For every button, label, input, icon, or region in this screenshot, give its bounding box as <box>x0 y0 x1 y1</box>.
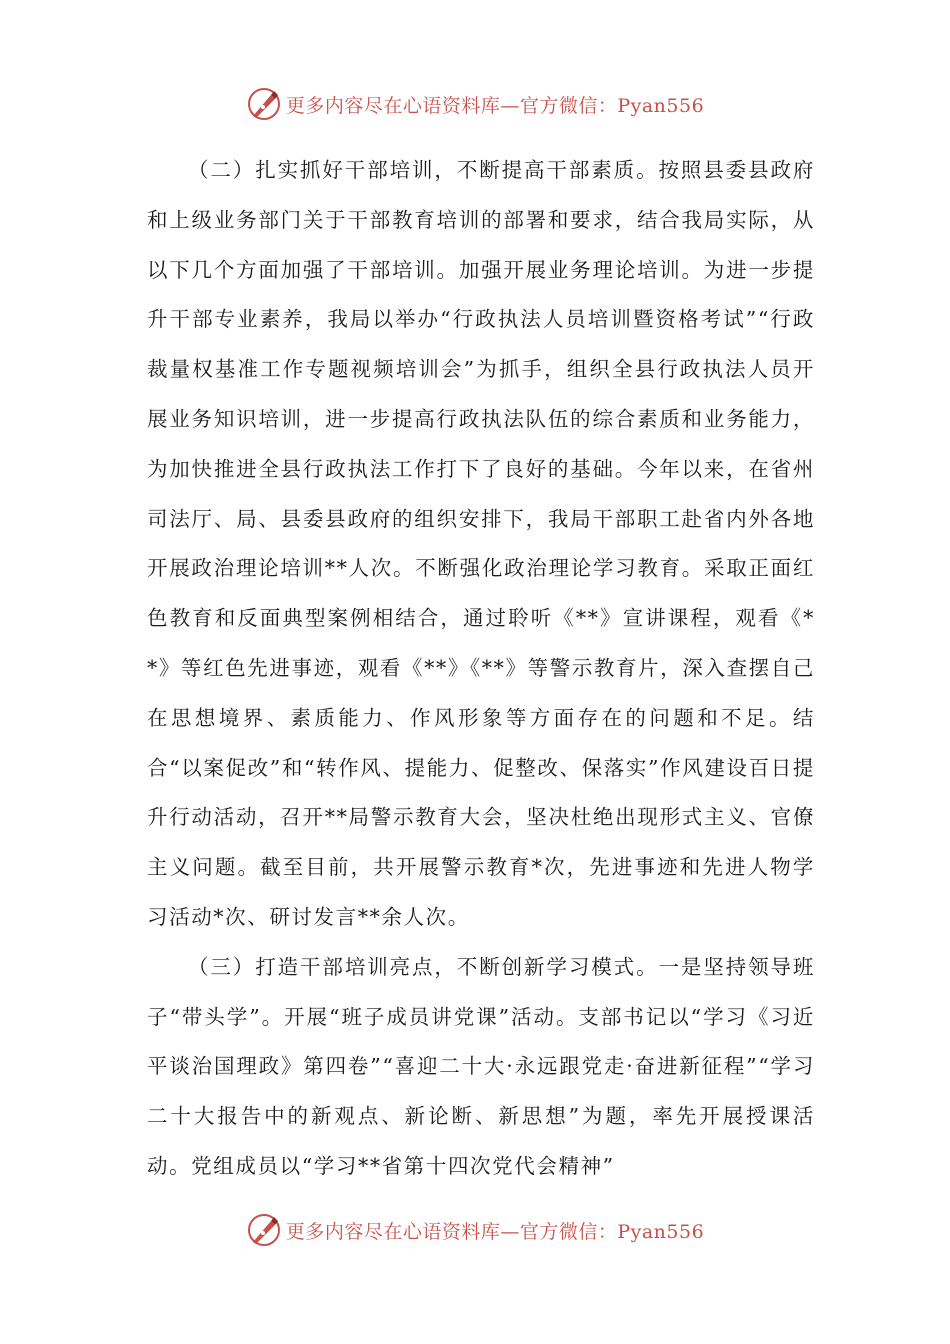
footer-watermark-banner <box>0 1210 950 1250</box>
pen-nib-logo-icon <box>246 1212 282 1248</box>
header-watermark-banner <box>0 84 950 124</box>
paragraph-training-highlights: （三）打造干部培训亮点，不断创新学习模式。一是坚持领导班子“带头学”。开展“班子成员讲党课”活动。支部书记以“学习《习近平谈治国理政》第四卷”“喜迎二十大·永远跟党走·奋进新征程”“学习二十大报告中的新观点、新论断、新思想”为题，率先开展授课活动。党组成员以“学习**省第十四次党代会精神” <box>147 954 815 1178</box>
footer-watermark-text: 更多内容尽在心语资料库—官方微信：Pyan556 <box>285 1220 705 1243</box>
pen-nib-logo-icon <box>246 86 282 122</box>
paragraph-cadre-training: （二）扎实抓好干部培训，不断提高干部素质。按照县委县政府和上级业务部门关于干部教育培训的部署和要求，结合我局实际，从以下几个方面加强了干部培训。加强开展业务理论培训。为进一步提升干部专业素养，我局以举办“行政执法人员培训暨资格考试”“行政裁量权基准工作专题视频培训会”为抓手，组织全县行政执法人员开展业务知识培训，进一步提高行政执法队伍的综合素质和业务能力，为加快推进全县行政执法工作打下了良好的基础。今年以来，在省州司法厅、局、县委县政府的组织安排下，我局干部职工赴省内外各地开展政治理论培训**人次。不断强化政治理论学习教育。采取正面红色教育和反面典型案例相结合，通过聆听《**》宣讲课程，观看《**》等红色先进事迹，观看《**》《**》等警示教育片，深入查摆自己在思想境界、素质能力、作风形象等方面存在的问题和不足。结合“以案促改”和“转作风、提能力、促整改、保落实”作风建设百日提升行动活动，召开**局警示教育大会，坚决杜绝出现形式主义、官僚主义问题。截至目前，共开展警示教育*次，先进事迹和先进人物学习活动*次、研讨发言**余人次。 <box>147 158 815 929</box>
header-watermark-text: 更多内容尽在心语资料库—官方微信：Pyan556 <box>285 94 705 117</box>
document-body <box>147 146 815 1192</box>
